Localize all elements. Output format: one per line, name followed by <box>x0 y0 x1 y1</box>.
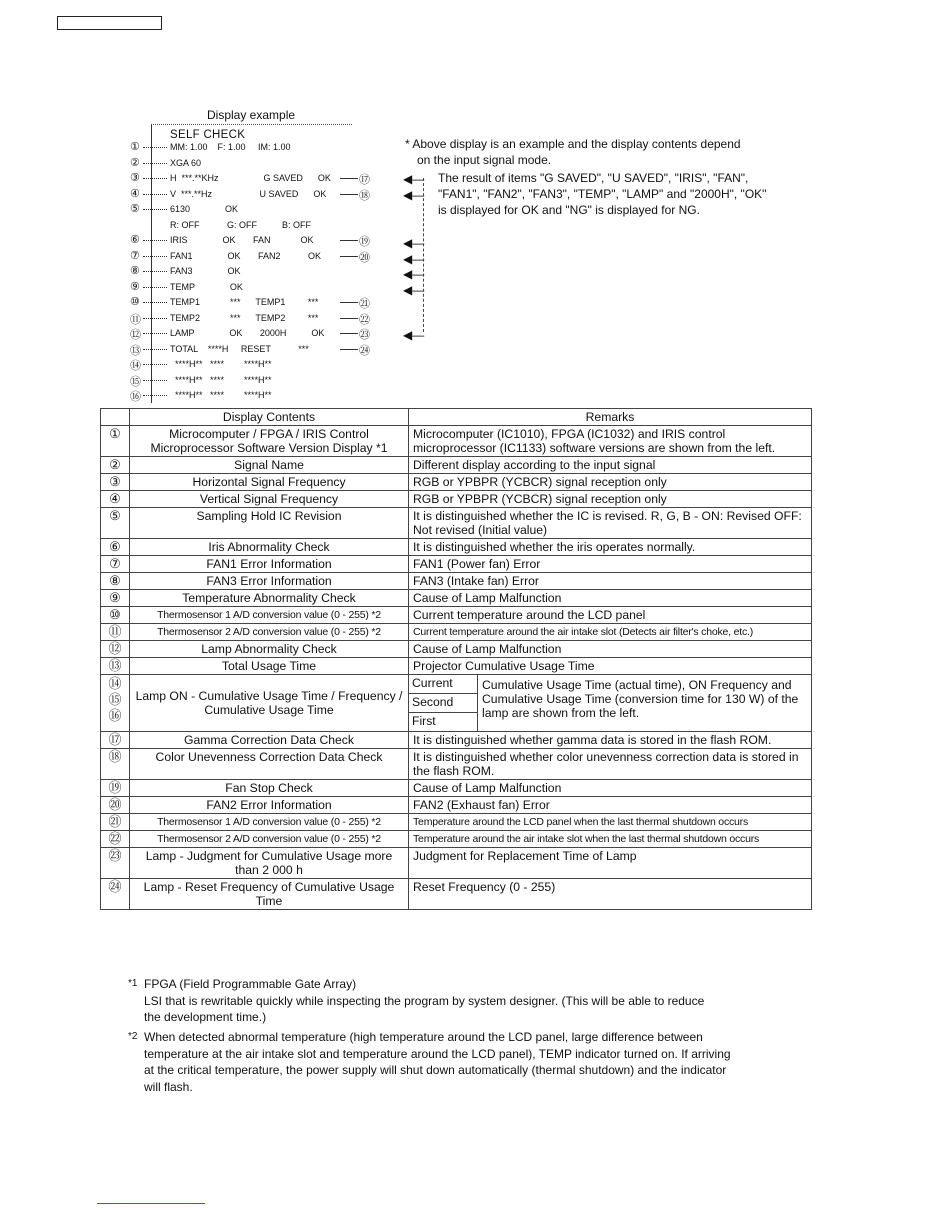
leader-line <box>340 256 358 257</box>
table-row <box>101 426 812 457</box>
table-row <box>101 675 812 732</box>
screen-row-number: ② <box>130 156 140 169</box>
row-number: ⑭⑮⑯ <box>101 675 130 732</box>
screen-row-text: TEMP2 *** TEMP2 *** <box>170 312 319 323</box>
leader-line <box>143 333 167 334</box>
row-remark: RGB or YPBPR (YCBCR) signal reception only <box>409 491 812 508</box>
table-row <box>101 831 812 848</box>
lamp-usage-label: Current <box>409 675 477 694</box>
row-number: ⑤ <box>101 508 130 539</box>
row-number: ⑧ <box>101 573 130 590</box>
row-number: ⑩ <box>101 607 130 624</box>
row-number: ㉔ <box>101 879 130 910</box>
row-number: ⑦ <box>101 556 130 573</box>
table-row <box>101 848 812 879</box>
result-line: is displayed for OK and "NG" is displayed for NG. <box>438 203 700 217</box>
page-link-line <box>97 1203 205 1204</box>
row-content: Lamp - Reset Frequency of Cumulative Usage Time <box>130 879 409 910</box>
screen-row-text: TEMP OK <box>170 281 243 292</box>
leader-line <box>143 364 167 365</box>
screen-row-number: ⑪ <box>130 313 141 326</box>
screen-row-text: ****H** **** ****H** <box>170 374 272 385</box>
row-remark: Different display according to the input signal <box>409 457 812 474</box>
row-number: ㉑ <box>101 814 130 831</box>
row-content: Thermosensor 2 A/D conversion value (0 - 255) *2 <box>130 624 409 641</box>
row-content: Total Usage Time <box>130 658 409 675</box>
table-row <box>101 780 812 797</box>
screen-row-number: ⑮ <box>130 375 141 388</box>
screen-row-number: ⑭ <box>130 360 141 372</box>
row-remark: FAN3 (Intake fan) Error <box>409 573 812 590</box>
leader-line <box>143 163 167 164</box>
screen-row-text: R: OFF G: OFF B: OFF <box>170 219 312 230</box>
footnote-line: LSI that is rewritable quickly while inspecting the program by system designer. (This will be able to reduce <box>144 993 705 1008</box>
row-remark: Cause of Lamp Malfunction <box>409 641 812 658</box>
row-number: ⑳ <box>101 797 130 814</box>
row-remark <box>409 675 812 732</box>
screen-row-text: FAN1 OK FAN2 OK <box>170 250 322 261</box>
table-row <box>101 607 812 624</box>
row-remark: Current temperature around the air intake slot (Detects air filter's choke, etc.) <box>409 624 812 641</box>
screen-row-number: ⑯ <box>130 391 141 403</box>
footnote-mark: *2 <box>128 1031 138 1042</box>
row-content: Signal Name <box>130 457 409 474</box>
row-content: Thermosensor 2 A/D conversion value (0 - 255) *2 <box>130 831 409 848</box>
row-content: FAN3 Error Information <box>130 573 409 590</box>
table-row <box>101 641 812 658</box>
display-contents-table <box>100 408 812 910</box>
header-box <box>57 16 162 30</box>
leader-line <box>143 302 167 303</box>
footnote-line: FPGA (Field Programmable Gate Array) <box>144 977 357 991</box>
leader-line <box>143 395 167 396</box>
result-line: The result of items "G SAVED", "U SAVED", "IRIS", "FAN", <box>438 171 749 185</box>
leader-line <box>340 349 358 350</box>
leader-line <box>143 147 167 148</box>
screen-row-number: ⑤ <box>130 203 140 215</box>
row-number: ③ <box>101 474 130 491</box>
screen-row-text: ****H** **** ****H** <box>170 390 272 400</box>
leader-line <box>143 256 167 257</box>
leader-line <box>340 302 358 303</box>
arrow-icon: ◀— <box>403 188 425 202</box>
row-number: ⑱ <box>101 749 130 780</box>
header-remarks: Remarks <box>409 409 812 426</box>
row-number: ⑰ <box>101 732 130 749</box>
row-remark: Reset Frequency (0 - 255) <box>409 879 812 910</box>
note-line: * Above display is an example and the display contents depend <box>405 137 741 151</box>
screen-row-number: ④ <box>130 187 140 200</box>
screen-header: SELF CHECK <box>170 129 246 141</box>
table-row <box>101 814 812 831</box>
table-header-row <box>101 409 812 426</box>
row-content: Temperature Abnormality Check <box>130 590 409 607</box>
row-number: ㉒ <box>101 831 130 848</box>
table-row <box>101 732 812 749</box>
result-line: "FAN1", "FAN2", "FAN3", "TEMP", "LAMP" and "2000H", "OK" <box>438 187 767 201</box>
row-content: Horizontal Signal Frequency <box>130 474 409 491</box>
row-number: ⑨ <box>101 590 130 607</box>
screen-row-ref: ⑰ <box>359 174 370 186</box>
row-number: ⑲ <box>101 780 130 797</box>
row-number: ⑬ <box>101 658 130 675</box>
lamp-usage-label: First <box>412 714 436 728</box>
row-content: Lamp Abnormality Check <box>130 641 409 658</box>
note-line: on the input signal mode. <box>417 153 552 167</box>
row-remark-text: Cumulative Usage Time (actual time), ON Frequency and Cumulative Usage Time (conversion time for 130 W) of the lamp are shown from the left. <box>482 678 799 720</box>
row-remark: Projector Cumulative Usage Time <box>409 658 812 675</box>
leader-line <box>143 271 167 272</box>
screen-row-number: ⑧ <box>130 265 140 277</box>
leader-line <box>340 178 358 179</box>
screen-row-ref: ㉒ <box>359 313 370 326</box>
row-remark: RGB or YPBPR (YCBCR) signal reception only <box>409 474 812 491</box>
row-content: Vertical Signal Frequency <box>130 491 409 508</box>
table-row <box>101 879 812 910</box>
leader-line <box>143 209 167 210</box>
row-content: Microcomputer / FPGA / IRIS Control Microprocessor Software Version Display *1 <box>130 426 409 457</box>
leader-line <box>340 194 358 195</box>
row-number: ⑥ <box>101 539 130 556</box>
footnote-mark: *1 <box>128 978 138 989</box>
row-remark: It is distinguished whether the IC is revised. R, G, B - ON: Revised OFF: Not revised (Initial value) <box>409 508 812 539</box>
screen-row-ref: ⑱ <box>359 189 370 202</box>
arrow-connector <box>423 178 424 332</box>
row-content: Lamp - Judgment for Cumulative Usage more than 2 000 h <box>130 848 409 879</box>
screen-row-ref: ㉑ <box>359 298 370 310</box>
arrow-icon: ◀— <box>403 267 425 281</box>
leader-line <box>143 178 167 179</box>
screen-row-text: FAN3 OK <box>170 266 241 276</box>
leader-line <box>340 318 358 319</box>
footnote-2 <box>128 1029 808 1095</box>
row-number: ⑫ <box>101 641 130 658</box>
leader-line <box>143 287 167 288</box>
screen-row-number: ⑦ <box>130 249 140 262</box>
row-remark: Cause of Lamp Malfunction <box>409 780 812 797</box>
row-content: Fan Stop Check <box>130 780 409 797</box>
leader-line <box>340 240 358 241</box>
row-remark: Temperature around the air intake slot when the last thermal shutdown occurs <box>409 831 812 848</box>
footnote-line: at the critical temperature, the power supply will shut down automatically (thermal shutdown) and the indicator <box>144 1063 727 1077</box>
row-number: ⑪ <box>101 624 130 641</box>
row-number: ㉓ <box>101 848 130 879</box>
leader-line <box>143 194 167 195</box>
header-num-cell <box>101 409 130 426</box>
screen-row-ref: ⑳ <box>359 251 370 264</box>
table-row <box>101 508 812 539</box>
screen-row-text: H ***.**KHz G SAVED OK <box>170 173 331 183</box>
footnote-line: will flash. <box>144 1079 193 1094</box>
row-content: Color Unevenness Correction Data Check <box>130 749 409 780</box>
screen-row-ref: ㉔ <box>359 344 370 357</box>
row-number: ② <box>101 457 130 474</box>
row-remark: It is distinguished whether color unevenness correction data is stored in the flash ROM. <box>409 749 812 780</box>
screen-row-text: V ***.**Hz U SAVED OK <box>170 188 327 199</box>
display-note <box>405 136 815 168</box>
screen-row-text: MM: 1.00 F: 1.00 IM: 1.00 <box>170 142 291 152</box>
row-content: Thermosensor 1 A/D conversion value (0 - 255) *2 <box>130 814 409 831</box>
table-row <box>101 457 812 474</box>
screen-row-text: IRIS OK FAN OK <box>170 235 314 245</box>
arrow-icon: ◀— <box>403 236 425 250</box>
result-note <box>438 170 818 218</box>
row-remark: Cause of Lamp Malfunction <box>409 590 812 607</box>
leader-line <box>143 349 167 350</box>
row-content: FAN2 Error Information <box>130 797 409 814</box>
footnote-line: the development time.) <box>144 1010 267 1024</box>
lamp-usage-label: Second <box>409 694 477 713</box>
table-row <box>101 658 812 675</box>
screen-row-text: ****H** **** ****H** <box>170 359 272 369</box>
screen-row-text: LAMP OK 2000H OK <box>170 328 325 338</box>
table-row <box>101 590 812 607</box>
screen-row-number: ③ <box>130 172 140 184</box>
row-remark: Microcomputer (IC1010), FPGA (IC1032) and IRIS control microprocessor (IC1133) software versions are shown from the left. <box>409 426 812 457</box>
table-row <box>101 749 812 780</box>
leader-line <box>340 333 358 334</box>
table-row <box>101 539 812 556</box>
row-remark: Current temperature around the LCD panel <box>409 607 812 624</box>
row-content: Sampling Hold IC Revision <box>130 508 409 539</box>
row-number: ④ <box>101 491 130 508</box>
screen-row-number: ⑩ <box>130 296 140 308</box>
row-remark: FAN2 (Exhaust fan) Error <box>409 797 812 814</box>
table-row <box>101 797 812 814</box>
leader-line <box>143 240 167 241</box>
screen-row-text: 6130 OK <box>170 204 239 214</box>
row-content: Iris Abnormality Check <box>130 539 409 556</box>
screen-row-number: ⑥ <box>130 234 140 246</box>
header-content: Display Contents <box>130 409 409 426</box>
leader-line <box>143 380 167 381</box>
row-remark: It is distinguished whether the iris operates normally. <box>409 539 812 556</box>
screen-row-text: TEMP1 *** TEMP1 *** <box>170 297 319 307</box>
table-row <box>101 573 812 590</box>
arrow-icon: ◀— <box>403 252 425 266</box>
screen-row-number: ⑨ <box>130 280 140 293</box>
row-content: Lamp ON - Cumulative Usage Time / Frequency / Cumulative Usage Time <box>130 675 409 732</box>
table-row <box>101 491 812 508</box>
footnote-line: When detected abnormal temperature (high temperature around the LCD panel, large difference between <box>144 1030 703 1044</box>
screen-row-number: ⑬ <box>130 344 141 357</box>
screen-row-text: XGA 60 <box>170 157 202 168</box>
screen-row-text: TOTAL ****H RESET *** <box>170 343 309 354</box>
table-row <box>101 624 812 641</box>
arrow-icon: ◀— <box>403 172 425 186</box>
row-remark: FAN1 (Power fan) Error <box>409 556 812 573</box>
screen-row-ref: ㉓ <box>359 329 370 341</box>
row-remark: Judgment for Replacement Time of Lamp <box>409 848 812 879</box>
screen-row-number: ① <box>130 141 140 153</box>
table-row <box>101 474 812 491</box>
row-content: Gamma Correction Data Check <box>130 732 409 749</box>
row-content: FAN1 Error Information <box>130 556 409 573</box>
footnote-line: temperature at the air intake slot and temperature around the LCD panel), TEMP indicator turned on. If arriving <box>144 1046 731 1061</box>
screen-row-ref: ⑲ <box>359 236 370 248</box>
screen-row-number: ⑫ <box>130 329 141 341</box>
row-number: ① <box>101 426 130 457</box>
arrow-icon: ◀— <box>403 283 425 297</box>
section-title: Display example <box>207 108 296 122</box>
row-remark: Temperature around the LCD panel when the last thermal shutdown occurs <box>409 814 812 831</box>
arrow-icon: ◀— <box>403 328 425 342</box>
footnote-1 <box>128 976 808 1026</box>
table-row <box>101 556 812 573</box>
row-remark: It is distinguished whether gamma data is stored in the flash ROM. <box>409 732 812 749</box>
leader-line <box>143 318 167 319</box>
row-content: Thermosensor 1 A/D conversion value (0 - 255) *2 <box>130 607 409 624</box>
